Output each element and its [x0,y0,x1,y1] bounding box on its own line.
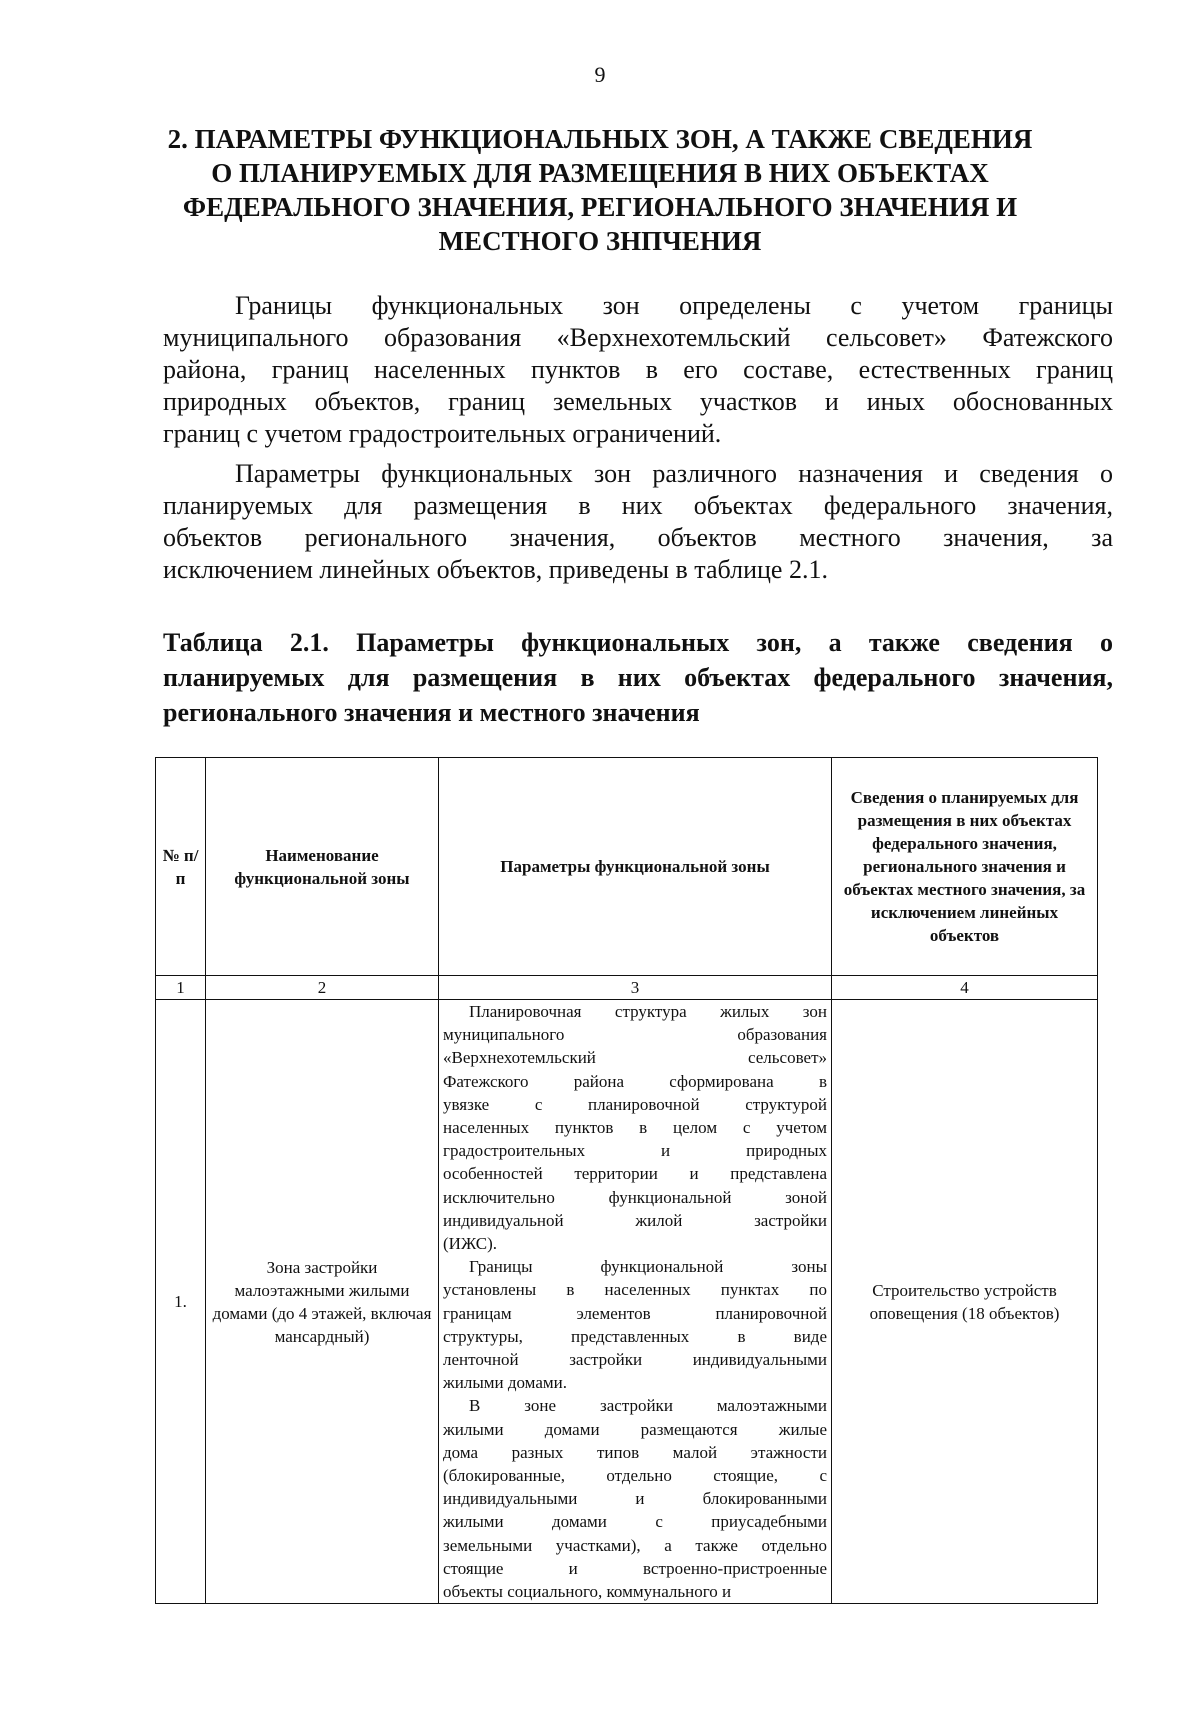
table-caption [163,625,1113,730]
heading-line: 2. ПАРАМЕТРЫ ФУНКЦИОНАЛЬНЫХ ЗОН, А ТАКЖЕ СВЕДЕНИЯ [167,124,1033,154]
paragraph-zone-boundaries [163,290,1113,450]
parameter-line: Фатежского района сформирована в [443,1071,827,1091]
table-row [156,1000,1098,1604]
parameter-line: земельными участками), а также отдельно [443,1535,827,1555]
zone-name: Зона застройки малоэтажными жилыми домами (до 4 этажей, включая мансардный) [206,1000,439,1604]
parameter-line: особенностей территории и представлена [443,1164,827,1184]
column-number-row [156,976,1098,1000]
parameter-line: Планировочная структура жилых зон [469,1002,827,1021]
parameter-line: (ИЖС). [443,1234,497,1254]
heading-line: МЕСТНОГО ЗНПЧЕНИЯ [438,226,762,256]
caption-line: Таблица 2.1. Параметры функциональных зон, а также сведения о [163,628,1113,657]
paragraph-line: планируемых для размещения в них объектах федерального значения, [163,491,1113,520]
parameter-line: индивидуальной жилой застройки [443,1210,827,1230]
zones-table [155,757,1098,1604]
paragraph-line: исключением линейных объектов, приведены в таблице 2.1. [163,555,828,584]
parameter-line: жилыми домами с приусадебными [443,1512,827,1532]
caption-line: регионального значения и местного значения [163,698,700,727]
column-number: 1 [156,976,206,1000]
parameter-line: «Верхнехотемльский сельсовет» [443,1048,827,1068]
header-zone-name: Наименование функциональной зоны [206,758,439,976]
heading-line: ФЕДЕРАЛЬНОГО ЗНАЧЕНИЯ, РЕГИОНАЛЬНОГО ЗНАЧЕНИЯ И [182,192,1018,222]
table-header-row [156,758,1098,976]
paragraph-line: района, границ населенных пунктов в его составе, естественных границ [163,355,1113,384]
header-planned-objects: Сведения о планируемых для размещения в них объектах федерального значения, регионального значения и объектах местного значения, за исключением линейных объектов [832,758,1098,976]
parameter-line: структуры, представленных в виде [443,1326,827,1346]
parameter-line: ленточной застройки индивидуальными [443,1350,827,1370]
parameter-line: муниципального образования [443,1025,827,1045]
parameter-line: градостроительных и природных [443,1141,827,1161]
parameter-line: (блокированные, отдельно стоящие, с [443,1466,827,1486]
column-number: 2 [206,976,439,1000]
caption-line: планируемых для размещения в них объектах федерального значения, [163,663,1113,692]
parameter-line: установлены в населенных пунктах по [443,1280,827,1300]
header-number: № п/п [156,758,206,976]
zone-parameters [439,1000,832,1604]
parameter-line: населенных пунктов в целом с учетом [443,1118,827,1138]
parameter-line: жилыми домами размещаются жилые [443,1419,827,1439]
paragraph-line: границ с учетом градостроительных ограничений. [163,419,722,448]
parameter-line: исключительно функциональной зоной [443,1187,827,1207]
header-zone-parameters: Параметры функциональной зоны [439,758,832,976]
paragraph-line: объектов регионального значения, объектов местного значения, за [163,523,1113,552]
row-number: 1. [156,1000,206,1604]
section-heading [140,122,1060,258]
paragraph-line: Границы функциональных зон определены с учетом границы [235,291,1113,320]
parameter-line: Границы функциональной зоны [469,1257,827,1277]
paragraph-line: Параметры функциональных зон различного назначения и сведения о [235,459,1113,488]
parameter-line: увязке с планировочной структурой [443,1094,827,1114]
column-number: 3 [439,976,832,1000]
paragraph-zone-parameters [163,458,1113,586]
parameter-line: дома разных типов малой этажности [443,1442,827,1462]
parameter-line: границам элементов планировочной [443,1303,827,1323]
parameter-line: объекты социального, коммунального и [443,1582,732,1602]
heading-line: О ПЛАНИРУЕМЫХ ДЛЯ РАЗМЕЩЕНИЯ В НИХ ОБЪЕКТАХ [211,158,989,188]
paragraph-line: природных объектов, границ земельных участков и иных обоснованных [163,387,1113,416]
parameter-line: стоящие и встроенно-пристроенные [443,1558,827,1578]
column-number: 4 [832,976,1098,1000]
planned-objects: Строительство устройств оповещения (18 объектов) [832,1000,1098,1604]
parameter-line: В зоне застройки малоэтажными [469,1396,827,1416]
parameter-line: индивидуальными и блокированными [443,1489,827,1509]
page-number: 9 [594,62,606,87]
parameter-line: жилыми домами. [443,1373,567,1393]
paragraph-line: муниципального образования «Верхнехотемльский сельсовет» Фатежского [163,323,1113,352]
